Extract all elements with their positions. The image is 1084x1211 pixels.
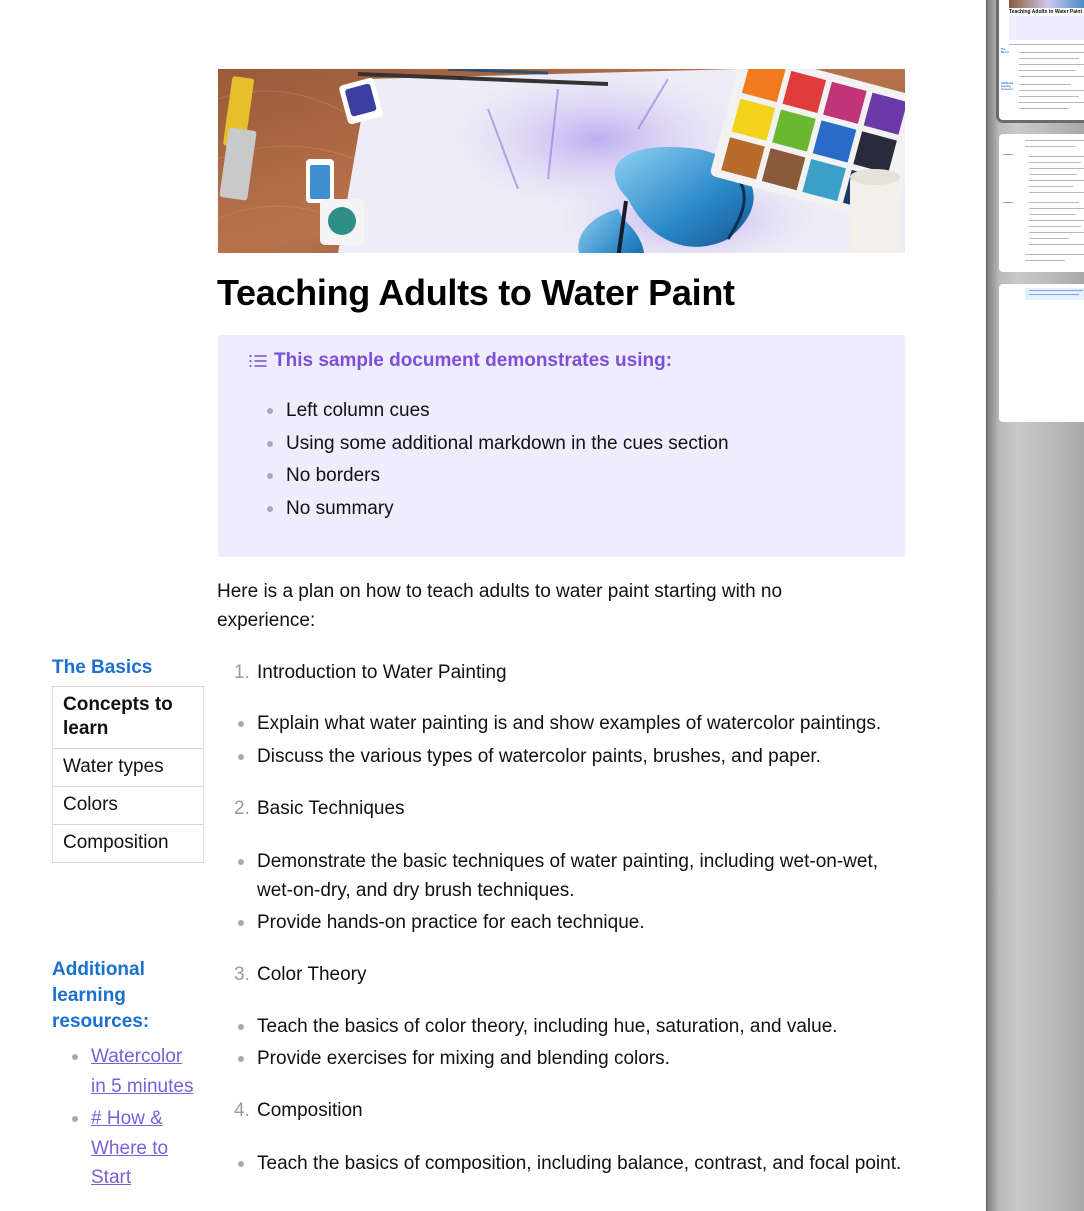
list-item: Left column cues [266, 395, 729, 428]
list-item [72, 1042, 201, 1101]
list-item: Using some additional markdown in the cues section [266, 428, 729, 461]
page-thumbnails-sidebar [986, 0, 1084, 1211]
resource-link-how-where[interactable]: # How & Where to Start [91, 1108, 169, 1188]
outline-item [234, 960, 366, 989]
callout-header [248, 350, 672, 372]
outline-title: Color Theory [257, 964, 367, 985]
hero-image [218, 69, 905, 253]
thumbnail-hero [1009, 0, 1084, 8]
outline-title: Composition [257, 1100, 363, 1121]
cues-table-cell: Water types [53, 749, 204, 787]
outline-number: 3. [234, 964, 250, 985]
outline-item [234, 794, 405, 823]
resource-link-watercolor[interactable]: Watercolor in 5 minutes [91, 1046, 194, 1097]
cue-heading-resources: Additional learning resources: [52, 959, 150, 1032]
document-title: Teaching Adults to Water Paint [217, 272, 735, 313]
outline-title: Introduction to Water Painting [257, 662, 507, 683]
outline-bullet: Discuss the various types of watercolor paints, brushes, and paper. [238, 742, 907, 771]
page-thumbnail-3[interactable] [999, 284, 1084, 422]
outline-item [234, 658, 507, 687]
cue-heading-basics: The Basics [52, 657, 153, 678]
intro-paragraph: Here is a plan on how to teach adults to water paint starting with no experience: [217, 581, 783, 631]
outline-number: 2. [234, 798, 250, 819]
callout-heading: This sample document demonstrates using: [274, 350, 673, 371]
outline-item [234, 1096, 363, 1125]
outline-bullet: Explain what water painting is and show examples of watercolor paintings. [238, 709, 907, 738]
info-callout [218, 335, 905, 557]
outline-title: Basic Techniques [257, 798, 405, 819]
cues-table [52, 686, 204, 863]
page-thumbnail-2[interactable] [999, 134, 1084, 272]
list-item [72, 1104, 201, 1193]
outline-bullet: Teach the basics of composition, including balance, contrast, and focal point. [238, 1149, 907, 1178]
outline-bullet: Provide exercises for mixing and blending colors. [238, 1044, 907, 1073]
thumbnail-callout [1009, 16, 1084, 40]
thumbnail-cue-heading: The Basics [1001, 48, 1010, 54]
list-item: No summary [266, 493, 729, 526]
outline-bullet: Teach the basics of color theory, including hue, saturation, and value. [238, 1012, 907, 1041]
cues-table-cell: Composition [53, 825, 204, 863]
page-thumbnail-1[interactable] [999, 0, 1084, 120]
list-icon [248, 351, 268, 371]
list-item: No borders [266, 460, 729, 493]
outline-number: 4. [234, 1100, 250, 1121]
cues-table-header: Concepts to learn [53, 687, 204, 749]
outline-number: 1. [234, 662, 250, 683]
cues-table-cell: Colors [53, 787, 204, 825]
outline-bullet: Demonstrate the basic techniques of water painting, including wet-on-wet, wet-on-dry, and dry brush techniques. [238, 847, 907, 905]
thumbnail-title: Teaching Adults to Water Paint [1009, 9, 1083, 15]
thumbnail-cue-heading: Additional learning resources: [1001, 82, 1014, 91]
resources-list [72, 1042, 201, 1196]
outline-bullet: Provide hands-on practice for each technique. [238, 908, 907, 937]
callout-list [266, 395, 729, 525]
